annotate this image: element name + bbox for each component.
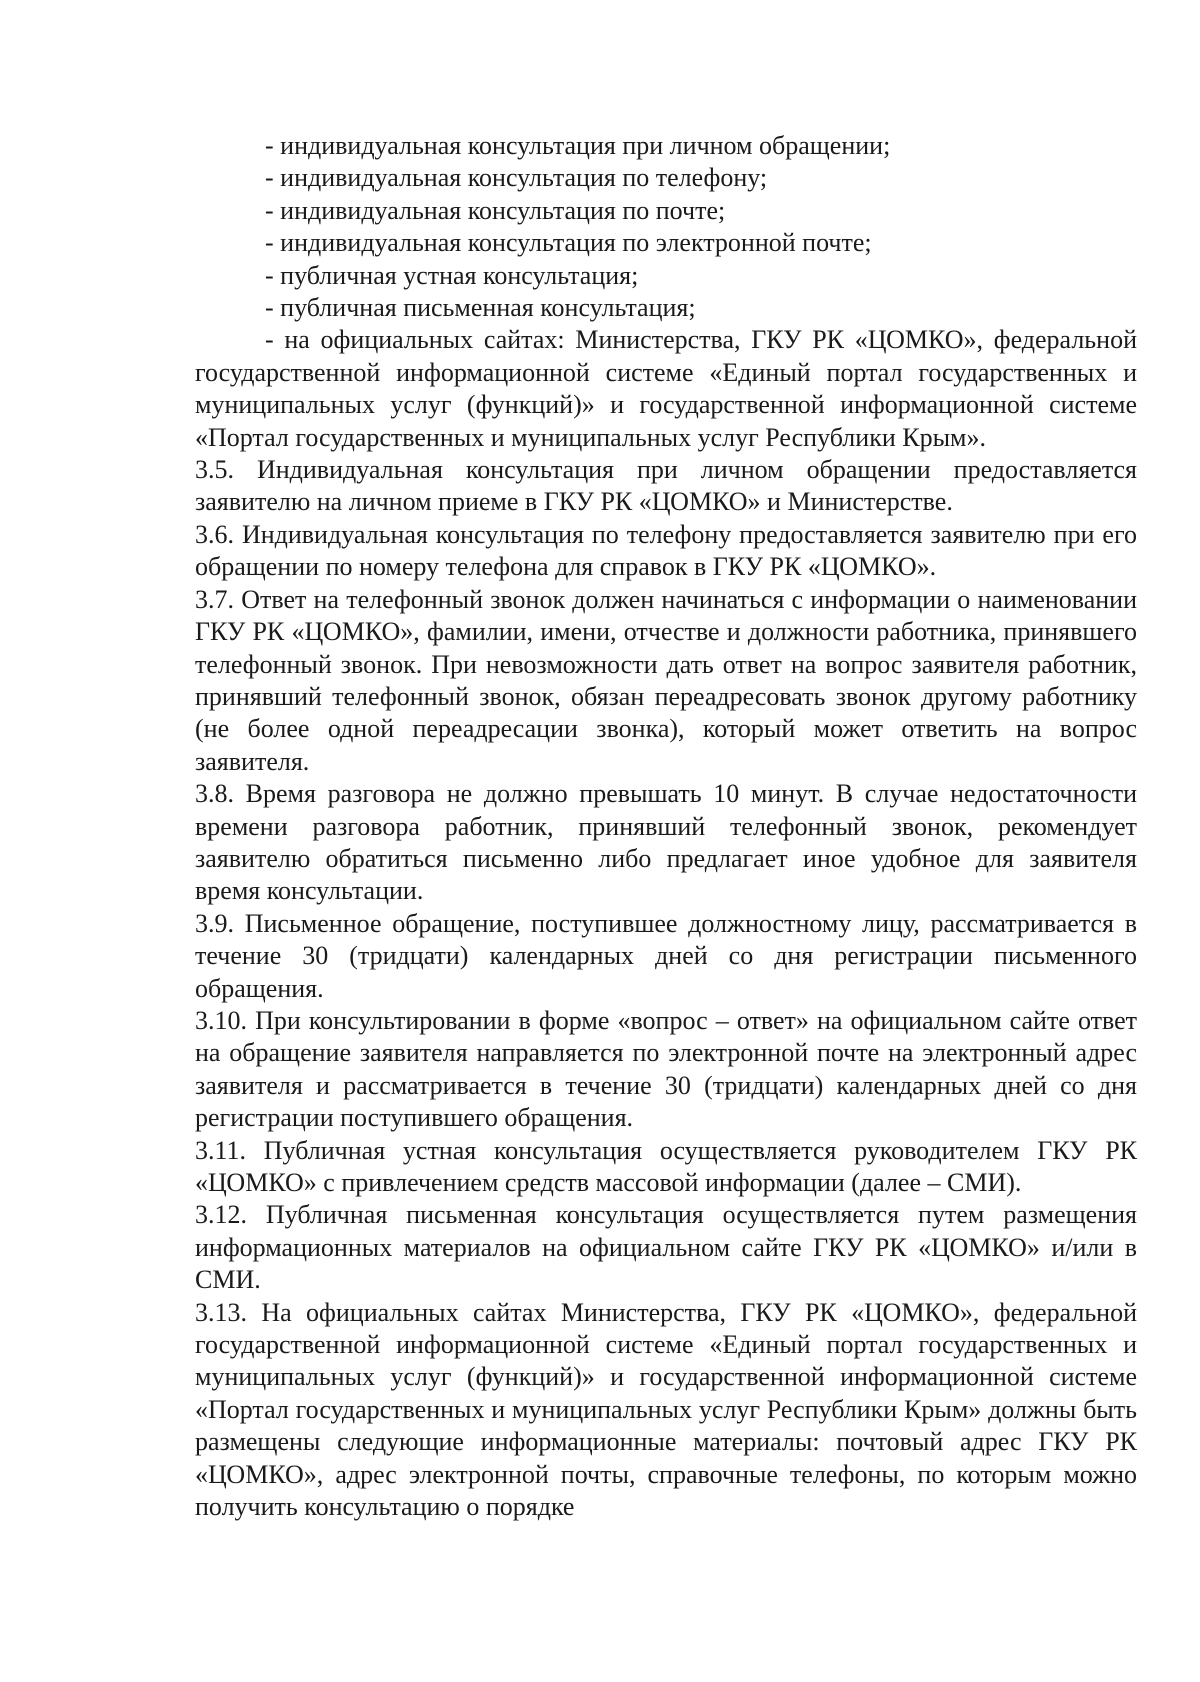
bullet-item: - публичная письменная консультация; bbox=[265, 293, 696, 323]
document-body bbox=[195, 130, 1137, 1523]
paragraph-3-5: 3.5. Индивидуальная консультация при личном обращении предоставляется заявителю на личном приеме в ГКУ РК «ЦОМКО» и Министерстве. bbox=[195, 455, 1137, 517]
bullet-item: - индивидуальная консультация по почте; bbox=[265, 195, 726, 225]
paragraph-3-13: 3.13. На официальных сайтах Министерства, ГКУ РК «ЦОМКО», федеральной государственной информационной системе «Единый портал государственных и муниципальных услуг (функций)» и государственной информационной системе «Портал государственных и муниципальных услуг Республики Крым» должны быть размещены следующие информационные материалы: почтовый адрес ГКУ РК «ЦОМКО», адрес электронной почты, справочные телефоны, по которым можно получить консультацию о порядке bbox=[195, 1297, 1137, 1522]
bullet-item: - индивидуальная консультация по электронной почте; bbox=[265, 228, 872, 258]
bullet-item: - на официальных сайтах: Министерства, ГКУ РК «ЦОМКО», федеральной государственной информационной системе «Единый портал государственных и муниципальных услуг (функций)» и государственной информационной системе «Портал государственных и муниципальных услуг Республики Крым». bbox=[195, 325, 1137, 452]
paragraph-3-12: 3.12. Публичная письменная консультация осуществляется путем размещения информационных материалов на официальном сайте ГКУ РК «ЦОМКО» и/или в СМИ. bbox=[195, 1200, 1137, 1295]
paragraph-3-10: 3.10. При консультировании в форме «вопрос – ответ» на официальном сайте ответ на обращение заявителя направляется по электронной почте на электронный адрес заявителя и рассматривается в течение 30 (тридцати) календарных дней со дня регистрации поступившего обращения. bbox=[195, 1005, 1137, 1133]
bullet-item: - индивидуальная консультация при личном обращении; bbox=[265, 131, 891, 160]
paragraph-3-7: 3.7. Ответ на телефонный звонок должен начинаться с информации о наименовании ГКУ РК «ЦОМКО», фамилии, имени, отчестве и должности работника, принявшего телефонный звонок. При невозможности дать ответ на вопрос заявителя работник, принявший телефонный звонок, обязан переадресовать звонок другому работнику (не более одной переадресации звонка), который может ответить на вопрос заявителя. bbox=[195, 584, 1137, 776]
bullet-item: - публичная устная консультация; bbox=[265, 260, 639, 290]
paragraph-3-9: 3.9. Письменное обращение, поступившее должностному лицу, рассматривается в течение 30 (тридцати) календарных дней со дня регистрации письменного обращения. bbox=[195, 908, 1137, 1003]
paragraph-3-11: 3.11. Публичная устная консультация осуществляется руководителем ГКУ РК «ЦОМКО» с привлечением средств массовой информации (далее – СМИ). bbox=[195, 1135, 1137, 1197]
paragraph-3-6: 3.6. Индивидуальная консультация по телефону предоставляется заявителю при его обращении по номеру телефона для справок в ГКУ РК «ЦОМКО». bbox=[195, 519, 1137, 582]
bullet-item: - индивидуальная консультация по телефону; bbox=[265, 163, 768, 193]
paragraph-3-8: 3.8. Время разговора не должно превышать 10 минут. В случае недостаточности времени разговора работник, принявший телефонный звонок, рекомендует заявителю обратиться письменно либо предлагает иное удобное для заявителя время консультации. bbox=[195, 779, 1137, 906]
